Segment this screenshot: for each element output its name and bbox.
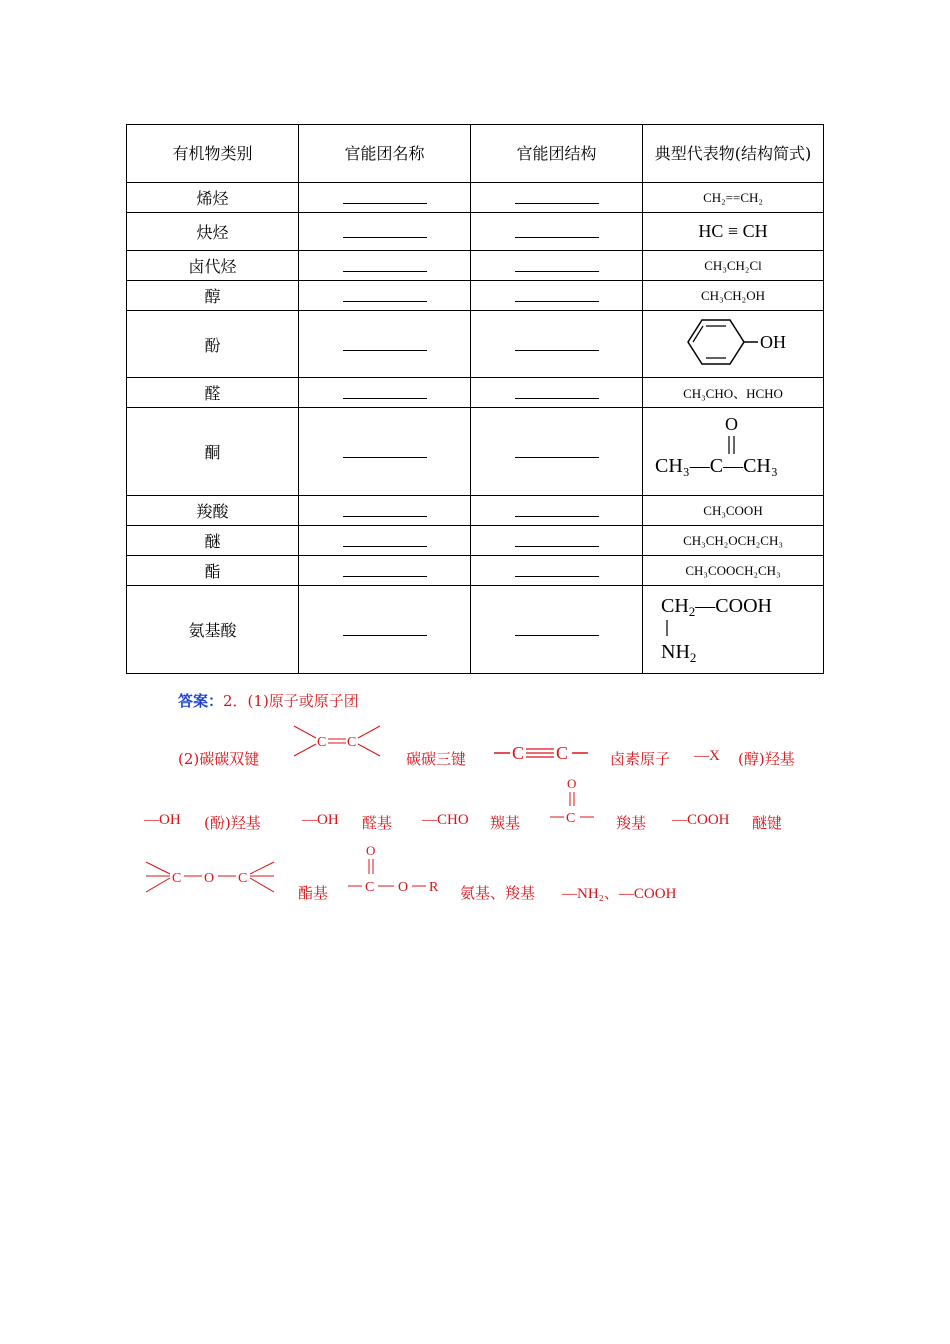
glycine-structure xyxy=(643,586,824,674)
table-row xyxy=(127,281,824,311)
svg-text:C: C xyxy=(172,871,182,886)
phenol-ring-icon xyxy=(668,312,798,372)
ans-amino-carboxyl-label: 氨基、羧基 xyxy=(460,884,536,902)
row-example: CH₃CH₂Cl xyxy=(643,251,824,281)
ester-structure-icon xyxy=(346,840,446,900)
svg-text:C: C xyxy=(365,880,375,895)
ans-triple-bond-label: 碳碳三键 xyxy=(406,750,467,768)
blank-name xyxy=(299,556,471,586)
row-category: 炔烃 xyxy=(127,213,299,251)
blank-structure xyxy=(471,378,643,408)
ans-halogen-structure: —X xyxy=(694,748,720,764)
row-example: CH₂==CH₂ xyxy=(643,183,824,213)
blank-structure xyxy=(471,586,643,674)
table-row xyxy=(127,251,824,281)
ans-cho: —CHO xyxy=(422,812,469,828)
row-example: CH₃COOH xyxy=(643,496,824,526)
ans-carboxyl-label: 羧基 xyxy=(616,814,647,832)
row-category: 酯 xyxy=(127,556,299,586)
row-category: 氨基酸 xyxy=(127,586,299,674)
svg-text:C: C xyxy=(317,735,327,750)
answer-line1: 2．(1)原子或原子团 xyxy=(223,692,359,710)
blank-structure xyxy=(471,496,643,526)
svg-text:O: O xyxy=(204,871,215,886)
table-header-row xyxy=(127,125,824,183)
svg-text:C: C xyxy=(512,743,525,763)
blank-name xyxy=(299,496,471,526)
blank-name xyxy=(299,213,471,251)
row-category: 酮 xyxy=(127,408,299,496)
row-category: 醇 xyxy=(127,281,299,311)
ans-nh2-cooh: —NH₂、—COOH xyxy=(562,886,677,902)
blank-name xyxy=(299,251,471,281)
triple-bond-structure-icon xyxy=(492,738,592,768)
svg-text:O: O xyxy=(567,776,577,791)
ans-aldehyde-label: 醛基 xyxy=(362,814,393,832)
row-category: 烯烃 xyxy=(127,183,299,213)
table-row xyxy=(127,311,824,378)
blank-structure xyxy=(471,281,643,311)
row-category: 羧酸 xyxy=(127,496,299,526)
ans-phenol-hydroxyl-label: (酚)羟基 xyxy=(204,814,261,832)
phenol-oh-label: OH xyxy=(760,332,786,352)
acetone-structure-icon xyxy=(653,410,813,490)
ans-alcohol-hydroxyl-label: (醇)羟基 xyxy=(738,750,795,768)
svg-text:CH2—COOH: $CH_2—COOH$ xyxy=(661,594,772,619)
svg-text:R: R xyxy=(429,880,439,895)
ans-ether-label: 醚键 xyxy=(752,814,783,832)
row-category: 醛 xyxy=(127,378,299,408)
svg-text:C: C xyxy=(556,743,569,763)
row-example: CH₃CHO、HCHO xyxy=(643,378,824,408)
blank-structure xyxy=(471,556,643,586)
row-example: HC ≡ CH xyxy=(643,213,824,251)
table-row xyxy=(127,378,824,408)
ether-structure-icon xyxy=(144,856,284,898)
blank-structure xyxy=(471,213,643,251)
ans-oh-1: —OH xyxy=(144,812,181,828)
blank-structure xyxy=(471,408,643,496)
carbonyl-structure-icon xyxy=(546,774,600,830)
blank-name xyxy=(299,183,471,213)
svg-text:C: C xyxy=(347,735,357,750)
row-example: CH₃COOCH₂CH₃ xyxy=(643,556,824,586)
row-category: 酚 xyxy=(127,311,299,378)
glycine-structure-icon xyxy=(653,588,813,668)
table-row xyxy=(127,213,824,251)
svg-text:NH2: $NH_2$ xyxy=(661,640,697,665)
ans-double-bond-label: (2)碳碳双键 xyxy=(178,750,260,768)
ans-ester-label: 酯基 xyxy=(298,884,329,902)
blank-structure xyxy=(471,251,643,281)
svg-text:C: C xyxy=(566,811,576,826)
ans-carbonyl-label: 羰基 xyxy=(490,814,521,832)
blank-name xyxy=(299,586,471,674)
table-row xyxy=(127,586,824,674)
blank-structure xyxy=(471,526,643,556)
table-row xyxy=(127,496,824,526)
header-group-structure: 官能团结构 xyxy=(471,125,643,183)
blank-name xyxy=(299,281,471,311)
svg-text:O: O xyxy=(398,880,409,895)
acetone-formula: CH₃—C—CH₃ xyxy=(655,454,778,477)
answer-lead: 答案： xyxy=(178,692,224,710)
row-example: CH₃CH₂OH xyxy=(643,281,824,311)
row-category: 醚 xyxy=(127,526,299,556)
table-row xyxy=(127,526,824,556)
answer-heading xyxy=(178,690,359,711)
blank-name xyxy=(299,526,471,556)
row-category: 卤代烃 xyxy=(127,251,299,281)
blank-structure xyxy=(471,311,643,378)
table-row xyxy=(127,556,824,586)
svg-text:C: C xyxy=(238,871,248,886)
table-row xyxy=(127,183,824,213)
blank-name xyxy=(299,408,471,496)
ans-cooh: —COOH xyxy=(672,812,730,828)
blank-name xyxy=(299,311,471,378)
header-category: 有机物类别 xyxy=(127,125,299,183)
double-bond-structure-icon xyxy=(292,722,382,762)
svg-text:O: O xyxy=(725,413,738,434)
ans-halogen-label: 卤素原子 xyxy=(610,750,671,768)
acetone-structure xyxy=(643,408,824,496)
blank-name xyxy=(299,378,471,408)
phenol-structure xyxy=(643,311,824,378)
row-example: CH₃CH₂OCH₂CH₃ xyxy=(643,526,824,556)
header-example: 典型代表物(结构简式) xyxy=(643,125,824,183)
blank-structure xyxy=(471,183,643,213)
functional-group-table xyxy=(126,124,824,674)
table-row xyxy=(127,408,824,496)
header-group-name: 官能团名称 xyxy=(299,125,471,183)
svg-text:O: O xyxy=(366,843,376,858)
ans-oh-2: —OH xyxy=(302,812,339,828)
